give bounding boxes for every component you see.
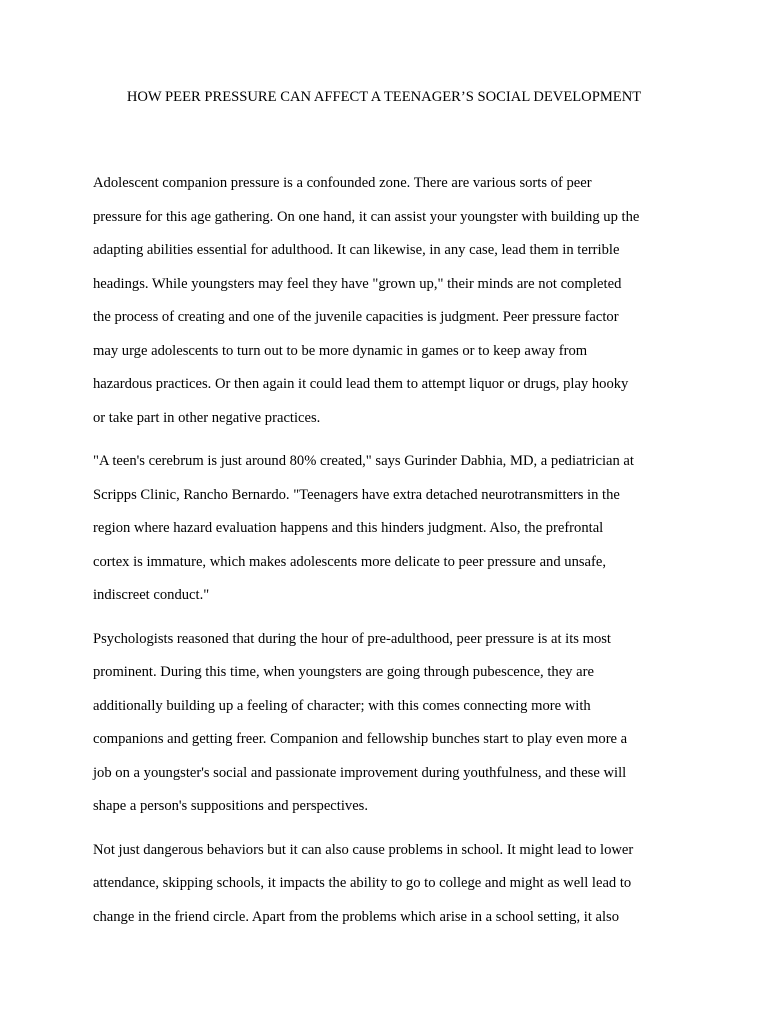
text-line: the process of creating and one of the juvenile capacities is judgment. Peer pressure factor — [93, 309, 619, 325]
text-line: Adolescent companion pressure is a confounded zone. There are various sorts of peer — [93, 175, 592, 191]
text-line: indiscreet conduct." — [93, 587, 210, 603]
text-line: headings. While youngsters may feel they have "grown up," their minds are not completed — [93, 275, 622, 292]
text-line: companions and getting freer. Companion and fellowship bunches start to play even more a — [93, 731, 628, 747]
text-line: attendance, skipping schools, it impacts the ability to go to college and might as well lead to — [93, 875, 632, 891]
text-line: pressure for this age gathering. On one hand, it can assist your youngster with building up the — [93, 208, 640, 225]
text-line: Psychologists reasoned that during the hour of pre-adulthood, peer pressure is at its most — [93, 630, 611, 647]
text-line: change in the friend circle. Apart from the problems which arise in a school setting, it also — [93, 908, 620, 925]
text-line: "A teen's cerebrum is just around 80% created," says Gurinder Dabhia, MD, a pediatrician at — [93, 453, 634, 469]
text-line: may urge adolescents to turn out to be more dynamic in games or to keep away from — [93, 342, 588, 359]
document-body — [93, 173, 683, 950]
text-line: job on a youngster's social and passionate improvement during youthfulness, and these will — [93, 764, 627, 781]
document-title: HOW PEER PRESSURE CAN AFFECT A TEENAGER’S SOCIAL DEVELOPMENT — [126, 89, 642, 105]
text-line: Scripps Clinic, Rancho Bernardo. "Teenagers have extra detached neurotransmitters in the — [93, 486, 620, 503]
paragraph-1 — [93, 173, 683, 441]
text-line: adapting abilities essential for adulthood. It can likewise, in any case, lead them in terrible — [93, 242, 620, 258]
text-line: hazardous practices. Or then again it could lead them to attempt liquor or drugs, play hooky — [93, 376, 629, 392]
paragraph-3 — [93, 629, 683, 830]
paragraph-2 — [93, 451, 683, 619]
text-line: additionally building up a feeling of character; with this comes connecting more with — [93, 697, 591, 714]
text-line: cortex is immature, which makes adolescents more delicate to peer pressure and unsafe, — [93, 553, 607, 570]
text-line: Not just dangerous behaviors but it can also cause problems in school. It might lead to lower — [93, 841, 634, 858]
text-line: or take part in other negative practices. — [93, 409, 321, 426]
text-line: region where hazard evaluation happens and this hinders judgment. Also, the prefrontal — [93, 520, 604, 536]
paragraph-4 — [93, 840, 683, 941]
text-line: shape a person's suppositions and perspectives. — [93, 798, 368, 814]
text-line: prominent. During this time, when youngsters are going through pubescence, they are — [93, 664, 594, 680]
